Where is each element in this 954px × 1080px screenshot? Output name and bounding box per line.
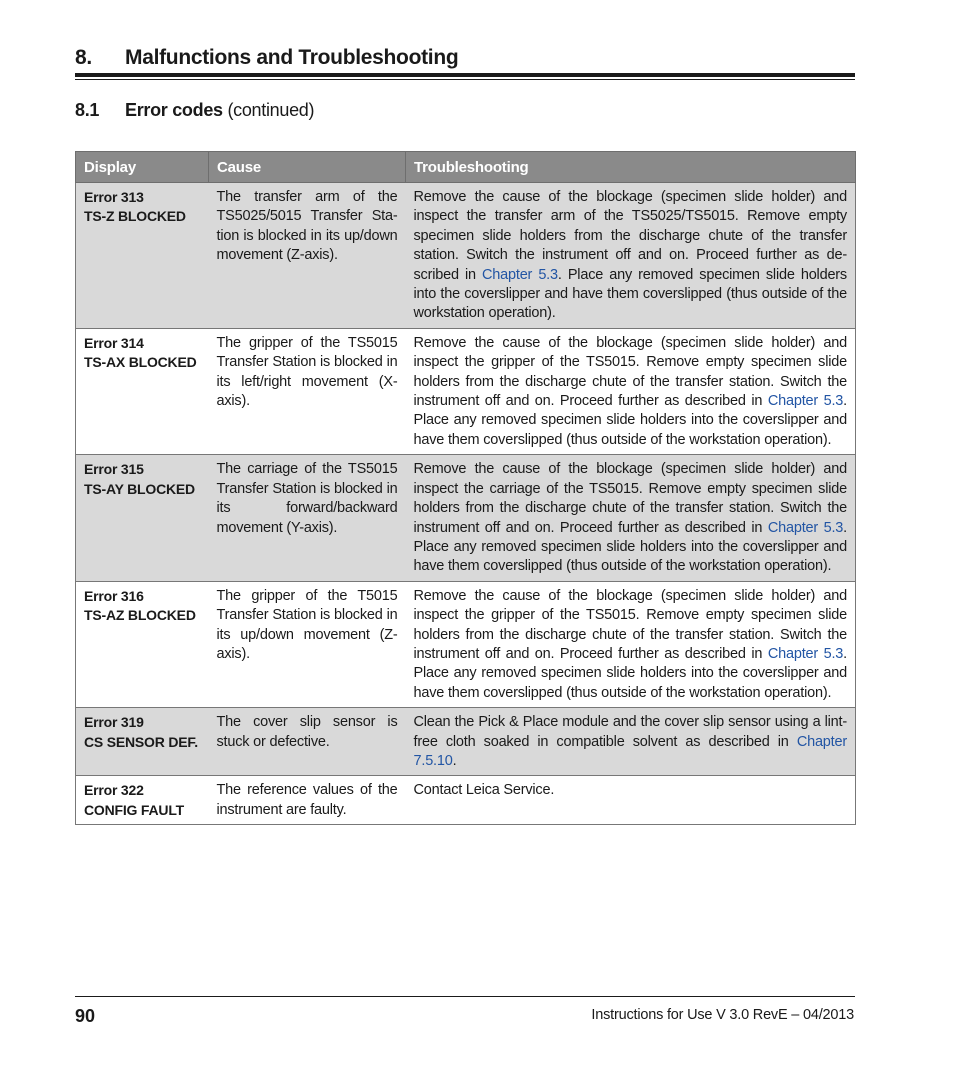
table-row [76,328,856,454]
chapter-link[interactable]: Chapter 5.3 [482,266,558,283]
error-display [76,708,209,776]
table-row [76,776,856,825]
error-cause: The transfer arm of the TS5025/5015 Transfer Sta-tion is blocked in its up/down movement (Z-axis). [209,183,406,329]
chapter-number: 8. [75,46,92,69]
error-display [76,776,209,825]
troubleshooting-text-cont: . Place any removed specimen slide holders into the coverslipper and have them coverslipped (thus outside of the workstation operation). [413,266,847,322]
footer-rule [75,996,855,997]
error-display [76,183,209,329]
chapter-link[interactable]: Chapter 5.3 [767,393,844,410]
troubleshooting-text-cont: . Place any removed specimen slide holders into the coverslipper and have them coverslipped (thus outside of the workstation operation). [413,393,847,448]
error-display [76,328,209,454]
error-code: Error 315 [84,461,144,478]
error-cause: The reference values of the instrument are faulty. [209,776,406,825]
section-heading [75,100,314,121]
error-code: Error 322 [84,782,144,799]
error-code: Error 316 [84,587,144,604]
chapter-link[interactable]: Chapter 5.3 [767,645,844,662]
chapter-link[interactable]: Chapter 7.5.10 [413,733,847,769]
section-number: 8.1 [75,100,100,120]
error-code: Error 319 [84,714,144,731]
chapter-link[interactable]: Chapter 5.3 [767,519,844,536]
table-row [76,708,856,776]
error-troubleshooting [406,455,856,581]
table-row [76,581,856,707]
error-name: CONFIG FAULT [84,801,184,818]
error-cause: The carriage of the TS5015 Transfer Station is blocked in its forward/backward movement (Y-axis). [209,455,406,581]
troubleshooting-text-cont: . Place any removed specimen slide holders into the coverslipper and have them coverslipped (thus outside of the workstation operation). [413,645,847,701]
table-row [76,455,856,581]
error-name: TS-Z BLOCKED [84,208,186,225]
troubleshooting-text: Contact Leica Service. [413,782,555,799]
error-troubleshooting [406,776,856,825]
heading-rule-thick [75,73,855,77]
troubleshooting-text-cont: . Place any removed specimen slide holders into the coverslipper and have them coverslipped (thus outside of the workstation operation). [413,519,847,575]
section-title: Error codes [125,100,223,120]
chapter-title: Malfunctions and Troubleshooting [125,46,459,69]
troubleshooting-text: Remove the cause of the blockage (specimen slide holder) and inspect the transfer arm of the TS5025/TS5015. Remove empty specimen slide holders from the discharge chute of the transfer station. Switch the instrument off and on. Proceed further as de-scribed in [413,189,847,283]
error-troubleshooting [406,183,856,329]
error-troubleshooting [406,328,856,454]
troubleshooting-text: Remove the cause of the blockage (specimen slide holder) and inspect the gripper of the TS5015. Remove empty specimen slide holders from the discharge chute of the transfer station. Switch the instrument off and on. Proceed further as described in [413,334,847,410]
error-cause: The gripper of the T5015 Transfer Station is blocked in its up/down movement (Z-axis). [209,581,406,707]
error-code: Error 313 [84,189,144,205]
page-number: 90 [75,1006,96,1026]
troubleshooting-text: Clean the Pick & Place module and the cover slip sensor using a lint-free cloth soaked in compatible solvent as described in [413,714,847,750]
error-display [76,581,209,707]
header-troubleshooting: Troubleshooting [406,152,856,183]
section-suffix: (continued) [227,100,315,120]
heading-rule-thin [75,79,855,80]
troubleshooting-text: Remove the cause of the blockage (specimen slide holder) and inspect the gripper of the TS5015. Remove empty specimen slide holders from the discharge chute of the transfer station. Switch the instrument off and on. Proceed further as described in [413,587,847,662]
troubleshooting-text-cont: . [452,752,457,769]
troubleshooting-text: Remove the cause of the blockage (specimen slide holder) and inspect the carriage of the TS5015. Remove empty specimen slide holders from the discharge chute of the transfer station. Switch the instrument off and on. Proceed further as described in [413,461,847,536]
error-troubleshooting [406,581,856,707]
error-name: TS-AY BLOCKED [84,480,195,497]
error-code: Error 314 [84,334,144,351]
error-troubleshooting [406,708,856,776]
error-cause: The gripper of the TS5015 Transfer Station is blocked in its left/right movement (X-axis). [209,328,406,454]
table-header-row [76,152,856,183]
error-codes-table [75,151,856,825]
error-cause: The cover slip sensor is stuck or defective. [209,708,406,776]
error-display [76,455,209,581]
error-name: CS SENSOR DEF. [84,733,198,750]
error-name: TS-AX BLOCKED [84,354,197,371]
header-display: Display [76,152,209,183]
chapter-heading [75,46,855,70]
footer-text: Instructions for Use V 3.0 RevE – 04/2013 [591,1007,854,1023]
error-name: TS-AZ BLOCKED [84,607,196,624]
header-cause: Cause [209,152,406,183]
table-row [76,183,856,329]
